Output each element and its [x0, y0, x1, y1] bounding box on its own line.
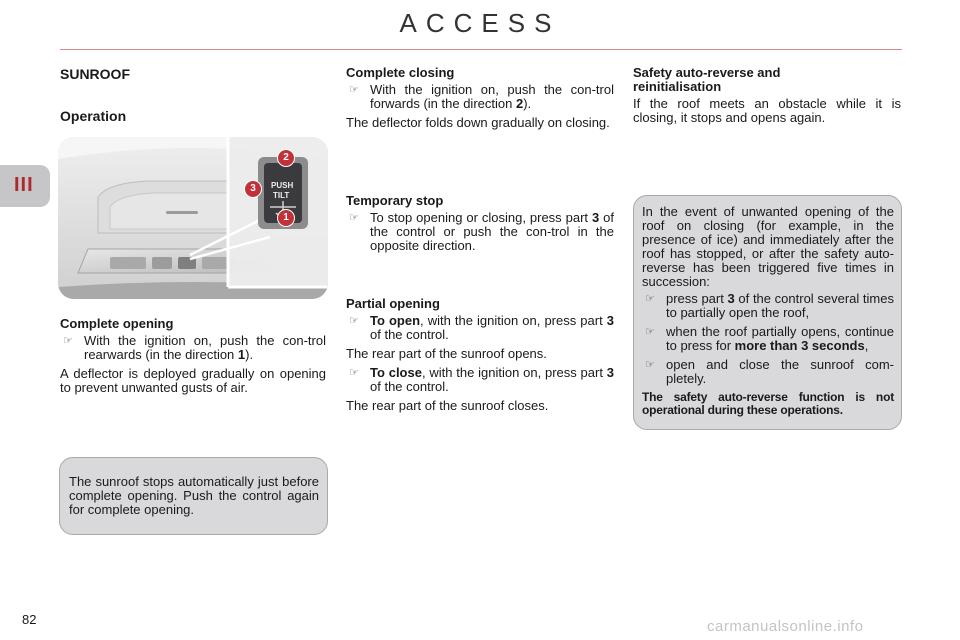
callout-1-label: 1	[283, 212, 289, 223]
control-label-tilt: TILT	[273, 191, 290, 200]
safety-block	[633, 66, 901, 125]
complete-closing-text: The deflector folds down gradually on closing.	[346, 115, 610, 130]
section-title: SUNROOF	[60, 66, 130, 82]
partial-close-bullet: ☞ To close, with the ignition on, press part 3 of the control.	[349, 365, 614, 394]
pointing-hand-icon: ☞	[349, 84, 359, 96]
auto-stop-note-box	[59, 457, 328, 535]
safety-box-bullet-2: ☞ when the roof partially opens, continue to press for more than 3 seconds,	[645, 324, 894, 353]
auto-stop-note-text: The sunroof stops automatically just before complete opening. Push the control again for complete opening.	[69, 474, 319, 517]
complete-closing-heading: Complete closing	[346, 65, 455, 80]
complete-closing-block	[346, 66, 614, 130]
temporary-stop-heading: Temporary stop	[346, 193, 444, 208]
sunroof-control-photo	[58, 137, 328, 299]
callout-2	[277, 149, 295, 167]
complete-opening-block	[60, 317, 326, 395]
pointing-hand-icon: ☞	[349, 367, 359, 379]
partial-opening-heading: Partial opening	[346, 296, 440, 311]
complete-opening-heading: Complete opening	[60, 316, 174, 331]
header-divider	[60, 49, 902, 50]
partial-open-result: The rear part of the sunroof opens.	[346, 346, 547, 361]
temporary-stop-bullet: ☞ To stop opening or closing, press part 3 of the control or push the con-trol in the opposite direction.	[349, 210, 614, 253]
callout-1	[277, 209, 295, 227]
safety-box-intro: In the event of unwanted opening of the roof on closing (for example, in the presence of ice) and immediately after the roof has stopped, or after the safety auto-reverse has been triggered five times in succession:	[642, 204, 894, 289]
safety-text: If the roof meets an obstacle while it is closing, it stops and opens again.	[633, 96, 901, 125]
safety-heading: Safety auto-reverse and reinitialisation	[633, 65, 781, 94]
pointing-hand-icon: ☞	[645, 326, 655, 338]
pointing-hand-icon: ☞	[349, 212, 359, 224]
complete-closing-bullet: ☞ With the ignition on, push the con-trol forwards (in the direction 2).	[349, 82, 614, 111]
partial-open-bullet: ☞ To open, with the ignition on, press part 3 of the control.	[349, 313, 614, 342]
complete-opening-text: A deflector is deployed gradually on opening to prevent unwanted gusts of air.	[60, 366, 326, 395]
safety-reinit-box	[633, 195, 902, 430]
chapter-tab-label: III	[14, 174, 34, 196]
chapter-tab	[0, 165, 50, 207]
callout-2-label: 2	[283, 152, 289, 163]
page-number: 82	[22, 612, 37, 627]
control-label-push: PUSH	[271, 181, 294, 190]
watermark: carmanualsonline.info	[707, 618, 864, 635]
temporary-stop-block	[346, 194, 614, 253]
partial-close-result: The rear part of the sunroof closes.	[346, 398, 549, 413]
pointing-hand-icon: ☞	[349, 315, 359, 327]
pointing-hand-icon: ☞	[63, 335, 73, 347]
page-header-title: ACCESS	[399, 8, 561, 38]
pointing-hand-icon: ☞	[645, 359, 655, 371]
callout-3	[244, 180, 262, 198]
section-subtitle: Operation	[60, 108, 127, 124]
safety-box-bullet-3: ☞ open and close the sunroof com-pletely.	[645, 357, 894, 386]
complete-opening-bullet: ☞ With the ignition on, push the con-trol rearwards (in the direction 1).	[63, 333, 326, 362]
partial-opening-block	[346, 297, 614, 413]
safety-box-bullet-1: ☞ press part 3 of the control several times to partially open the roof,	[645, 291, 894, 320]
pointing-hand-icon: ☞	[645, 293, 655, 305]
callout-3-label: 3	[250, 183, 256, 194]
safety-box-warning: The safety auto-reverse function is not operational during these operations.	[642, 390, 894, 417]
